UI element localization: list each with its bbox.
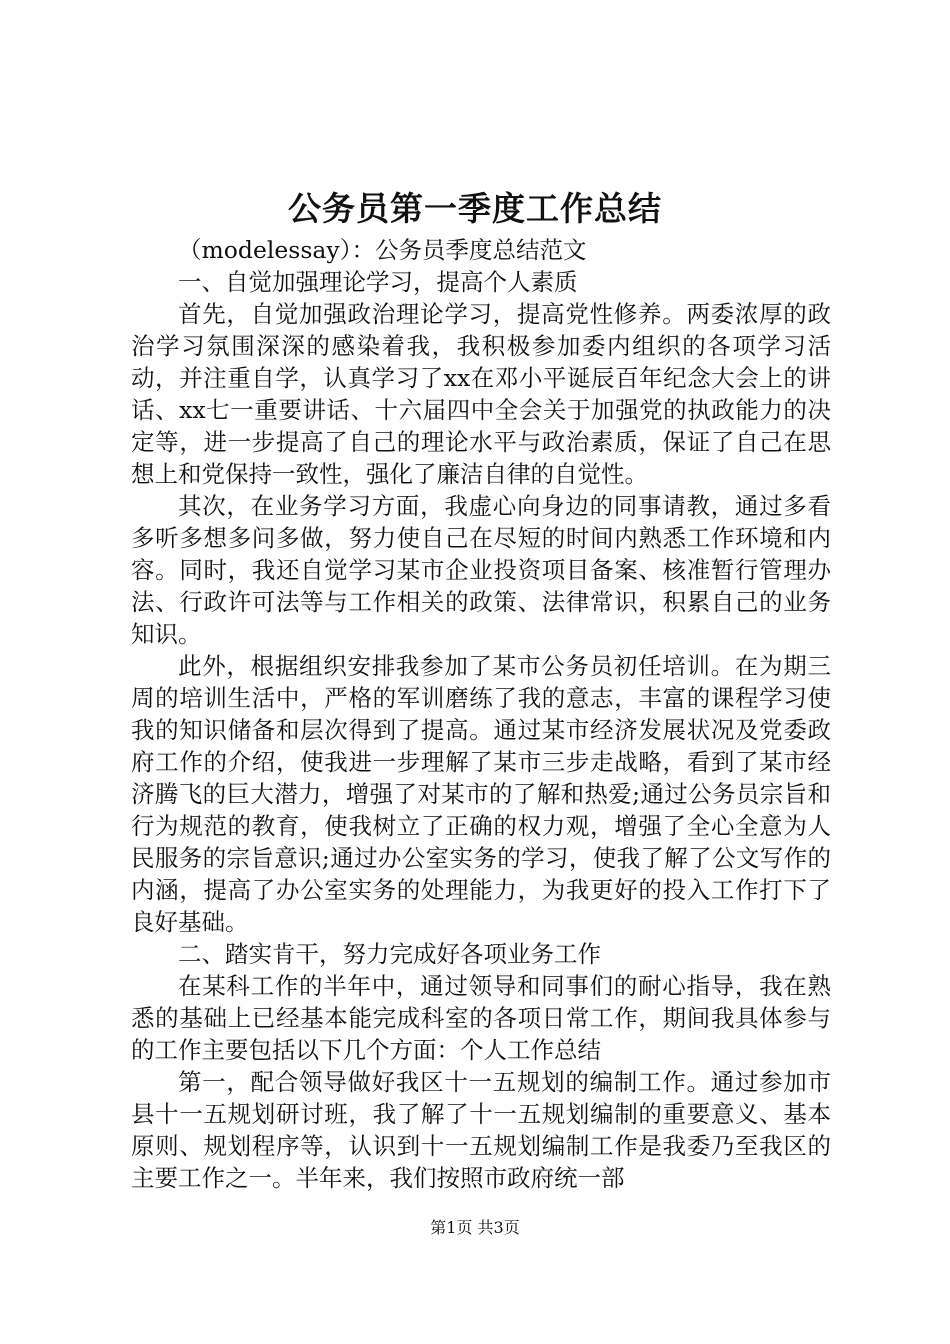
paragraph-source-note: （modelessay）：公务员季度总结范文 (178, 236, 587, 264)
paragraph-heading-2: 二、踏实肯干，努力完成好各项业务工作 (178, 940, 601, 968)
paragraph-work-overview: 在某科工作的半年中，通过领导和同事们的耐心指导，我在熟悉的基础上已经基本能完成科室的各项日常工作，期间我具体参与的工作主要包括以下几个方面：个人工作总结 (131, 972, 831, 1064)
paragraph-heading-1: 一、自觉加强理论学习，提高个人素质 (178, 268, 578, 296)
paragraph-planning-work: 第一，配合领导做好我区十一五规划的编制工作。通过参加市县十一五规划研讨班，我了解了十一五规划编制的重要意义、基本原则、规划程序等，认识到十一五规划编制工作是我委乃至我区的主要工作之一。半年来，我们按照市政府统一部 (131, 1068, 831, 1192)
paragraph-business-study: 其次，在业务学习方面，我虚心向身边的同事请教，通过多看多听多想多问多做，努力使自己在尽短的时间内熟悉工作环境和内容。同时，我还自觉学习某市企业投资项目备案、核准暂行管理办法、行政许可法等与工作相关的政策、法律常识，积累自己的业务知识。 (131, 492, 831, 648)
document-body (131, 234, 831, 1194)
paragraph-training: 此外，根据组织安排我参加了某市公务员初任培训。在为期三周的培训生活中，严格的军训磨练了我的意志，丰富的课程学习使我的知识储备和层次得到了提高。通过某市经济发展状况及党委政府工作的介绍，使我进一步理解了某市三步走战略，看到了某市经济腾飞的巨大潜力，增强了对某市的了解和热爱;通过公务员宗旨和行为规范的教育，使我树立了正确的权力观，增强了全心全意为人民服务的宗旨意识;通过办公室实务的学习，使我了解了公文写作的内涵，提高了办公室实务的处理能力，为我更好的投入工作打下了良好基础。 (131, 652, 831, 936)
page-footer: 第1页 共3页 (430, 1218, 520, 1237)
paragraph-political-study: 首先，自觉加强政治理论学习，提高党性修养。两委浓厚的政治学习氛围深深的感染着我，我积极参加委内组织的各项学习活动，并注重自学，认真学习了xx在邓小平诞辰百年纪念大会上的讲话、xx七一重要讲话、十六届四中全会关于加强党的执政能力的决定等，进一步提高了自己的理论水平与政治素质，保证了自己在思想上和党保持一致性，强化了廉洁自律的自觉性。 (131, 300, 831, 488)
document-title: 公务员第一季度工作总结 (288, 189, 662, 228)
